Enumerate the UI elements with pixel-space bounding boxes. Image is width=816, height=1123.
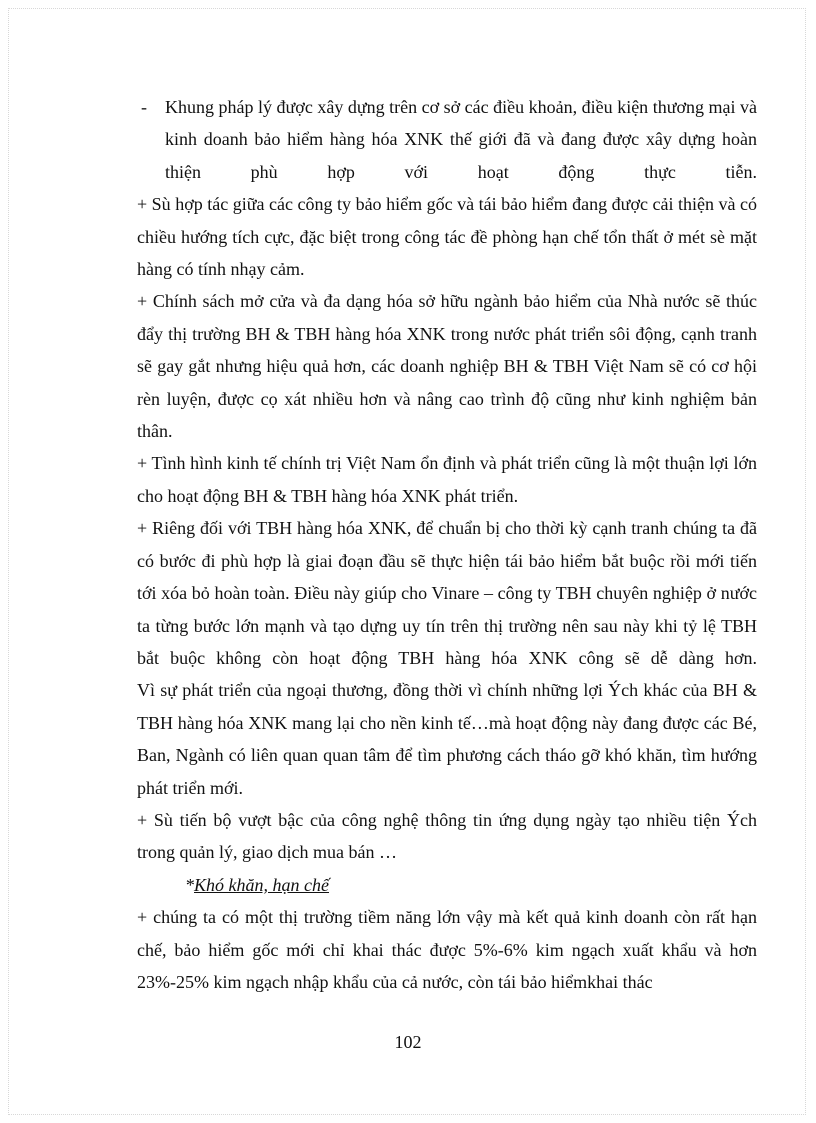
paragraph-legal-framework: [137, 91, 757, 188]
document-body: [137, 91, 757, 998]
paragraph-text: Khung pháp lý được xây dựng trên cơ sở các điều khoản, điều kiện thương mại và kinh doanh bảo hiểm hàng hóa XNK thế giới đã và đang được xây dựng hoàn thiện phù hợp với hoạt động thực tiễn.: [165, 97, 757, 182]
paragraph-foreign-trade: Vì sự phát triển của ngoại thương, đồng thời vì chính những lợi Ých khác của BH & TBH hàng hóa XNK mang lại cho nền kinh tế…mà hoạt động này đang được các Bé, Ban, Ngành có liên quan quan tâm để tìm phương cách tháo gỡ khó khăn, tìm hướng phát triển mới.: [137, 680, 757, 798]
paragraph-stability: + Tình hình kinh tế chính trị Việt Nam ổn định và phát triển cũng là một thuận lợi lớn cho hoạt động BH & TBH hàng hóa XNK phát triển.: [137, 453, 757, 506]
heading-prefix: *: [185, 874, 194, 895]
paragraph-open-policy: + Chính sách mở cửa và đa dạng hóa sở hữu ngành bảo hiểm của Nhà nước sẽ thúc đẩy thị trường BH & TBH hàng hóa XNK trong nước phát triển sôi động, cạnh tranh sẽ gay gắt nhưng hiệu quả hơn, các doanh nghiệp BH & TBH Việt Nam sẽ có cơ hội rèn luyện, được cọ xát nhiều hơn và nâng cao trình độ cũng như kinh nghiệm bản thân.: [137, 291, 757, 442]
page-number: 102: [394, 1032, 422, 1052]
dash-bullet: -: [141, 97, 147, 117]
paragraph-reinsurance: + Riêng đối với TBH hàng hóa XNK, để chuẩn bị cho thời kỳ cạnh tranh chúng ta đã có bước đi phù hợp là giai đoạn đầu sẽ thực hiện tái bảo hiểm bắt buộc rồi mới tiến tới xóa bỏ hoàn toàn. Điều này giúp cho Vinare – công ty TBH chuyên nghiệp ở nước ta từng bước lớn mạnh và tạo dựng uy tín trên thị trường nên sau này khi tỷ lệ TBH bắt buộc không còn hoạt động TBH hàng hóa XNK công sẽ dễ dàng hơn.: [137, 518, 757, 668]
heading-text: Khó khăn, hạn chế: [194, 874, 329, 895]
paragraph-difficulties: + chúng ta có một thị trường tiềm năng lớn vậy mà kết quả kinh doanh còn rất hạn chế, bảo hiểm gốc mới chỉ khai thác được 5%-6% kim ngạch xuất khẩu và hơn 23%-25% kim ngạch nhập khẩu của cả nước, còn tái bảo hiểmkhai thác: [137, 907, 757, 992]
paragraph-cooperation: + Sù hợp tác giữa các công ty bảo hiểm gốc và tái bảo hiểm đang được cải thiện và có chiều hướng tích cực, đặc biệt trong công tác đề phòng hạn chế tổn thất ở mét sè mặt hàng có tính nhạy cảm.: [137, 194, 757, 280]
section-heading: [137, 869, 757, 901]
paragraph-technology: + Sù tiến bộ vượt bậc của công nghệ thông tin ứng dụng ngày tạo nhiều tiện Ých trong quản lý, giao dịch mua bán …: [137, 809, 757, 863]
